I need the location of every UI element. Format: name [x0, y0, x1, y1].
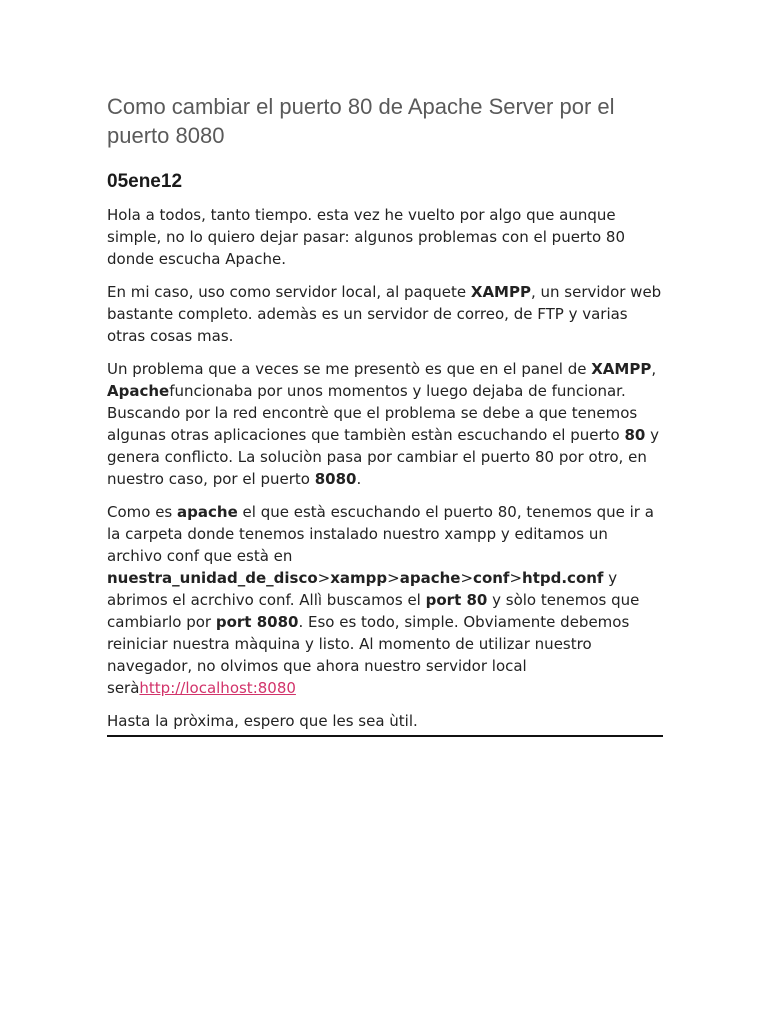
text-segment: ,	[651, 360, 657, 378]
paragraph-closing: Hasta la pròxima, espero que les sea ùtil.	[107, 712, 418, 730]
text-segment: , un servidor web bastante completo. ademàs es un servidor de correo, de FTP y varias otras cosas mas.	[107, 283, 662, 345]
path-separator: >	[317, 569, 331, 587]
text-segment: En mi caso, uso como servidor local, al paquete	[107, 283, 471, 301]
text-segment: Un problema que a veces se me presentò es que en el panel de	[107, 360, 592, 378]
bold-apache: Apache	[107, 382, 170, 400]
post-date: 05ene12	[107, 171, 183, 192]
paragraph-intro: Hola a todos, tanto tiempo. esta vez he vuelto por algo que aunque simple, no lo quiero dejar pasar: algunos problemas con el puerto 80 donde escucha Apache.	[107, 206, 626, 268]
horizontal-rule	[107, 735, 663, 737]
path-separator: >	[387, 569, 400, 587]
text-segment: y abrimos el acrchivo conf. Allì buscamos el	[107, 569, 618, 609]
bold-apache: apache	[177, 503, 238, 521]
path-apache: apache	[399, 569, 461, 587]
article	[107, 92, 663, 737]
paragraph-solution	[107, 501, 663, 699]
bold-xampp: XAMPP	[470, 283, 531, 301]
path-separator: >	[509, 569, 523, 587]
text-segment: funcionaba por unos momentos y luego dejaba de funcionar. Buscando por la red encontrè que el problema se debe a que tenemos algunas otras aplicaciones que tambièn estàn escuchando el puerto	[107, 382, 638, 444]
bold-port-8080: 8080	[314, 470, 357, 488]
path-separator: >	[460, 569, 474, 587]
bold-xampp: XAMPP	[591, 360, 652, 378]
localhost-link[interactable]: http://localhost:8080	[139, 679, 296, 697]
path-conf: conf	[473, 569, 510, 587]
text-segment: Como es	[107, 503, 178, 521]
bold-port-80: port 80	[425, 591, 488, 609]
path-xampp: xampp	[330, 569, 388, 587]
paragraph-problem	[107, 358, 663, 490]
text-segment: y sòlo tenemos que cambiarlo por	[107, 591, 640, 631]
paragraph-xampp	[107, 281, 663, 347]
bold-port-8080: port 8080	[215, 613, 299, 631]
text-segment: el que està escuchando el puerto 80, tenemos que ir a la carpeta donde tenemos instalado nuestro xampp y editamos un archivo conf que està en	[107, 503, 654, 565]
bold-port-80: 80	[624, 426, 646, 444]
article-title: Como cambiar el puerto 80 de Apache Server por el puerto 8080	[107, 94, 615, 148]
text-segment: . Eso es todo, simple. Obviamente debemos reiniciar nuestra màquina y listo. Al momento de utilizar nuestro navegador, no olvimos que ahora nuestro servidor local serà	[107, 613, 630, 697]
text-segment: .	[356, 470, 362, 488]
path-disk: nuestra_unidad_de_disco	[107, 569, 318, 587]
text-segment: y genera conflicto. La soluciòn pasa por cambiar el puerto 80 por otro, en nuestro caso, por el puerto	[107, 426, 660, 488]
path-file: htpd.conf	[522, 569, 604, 587]
